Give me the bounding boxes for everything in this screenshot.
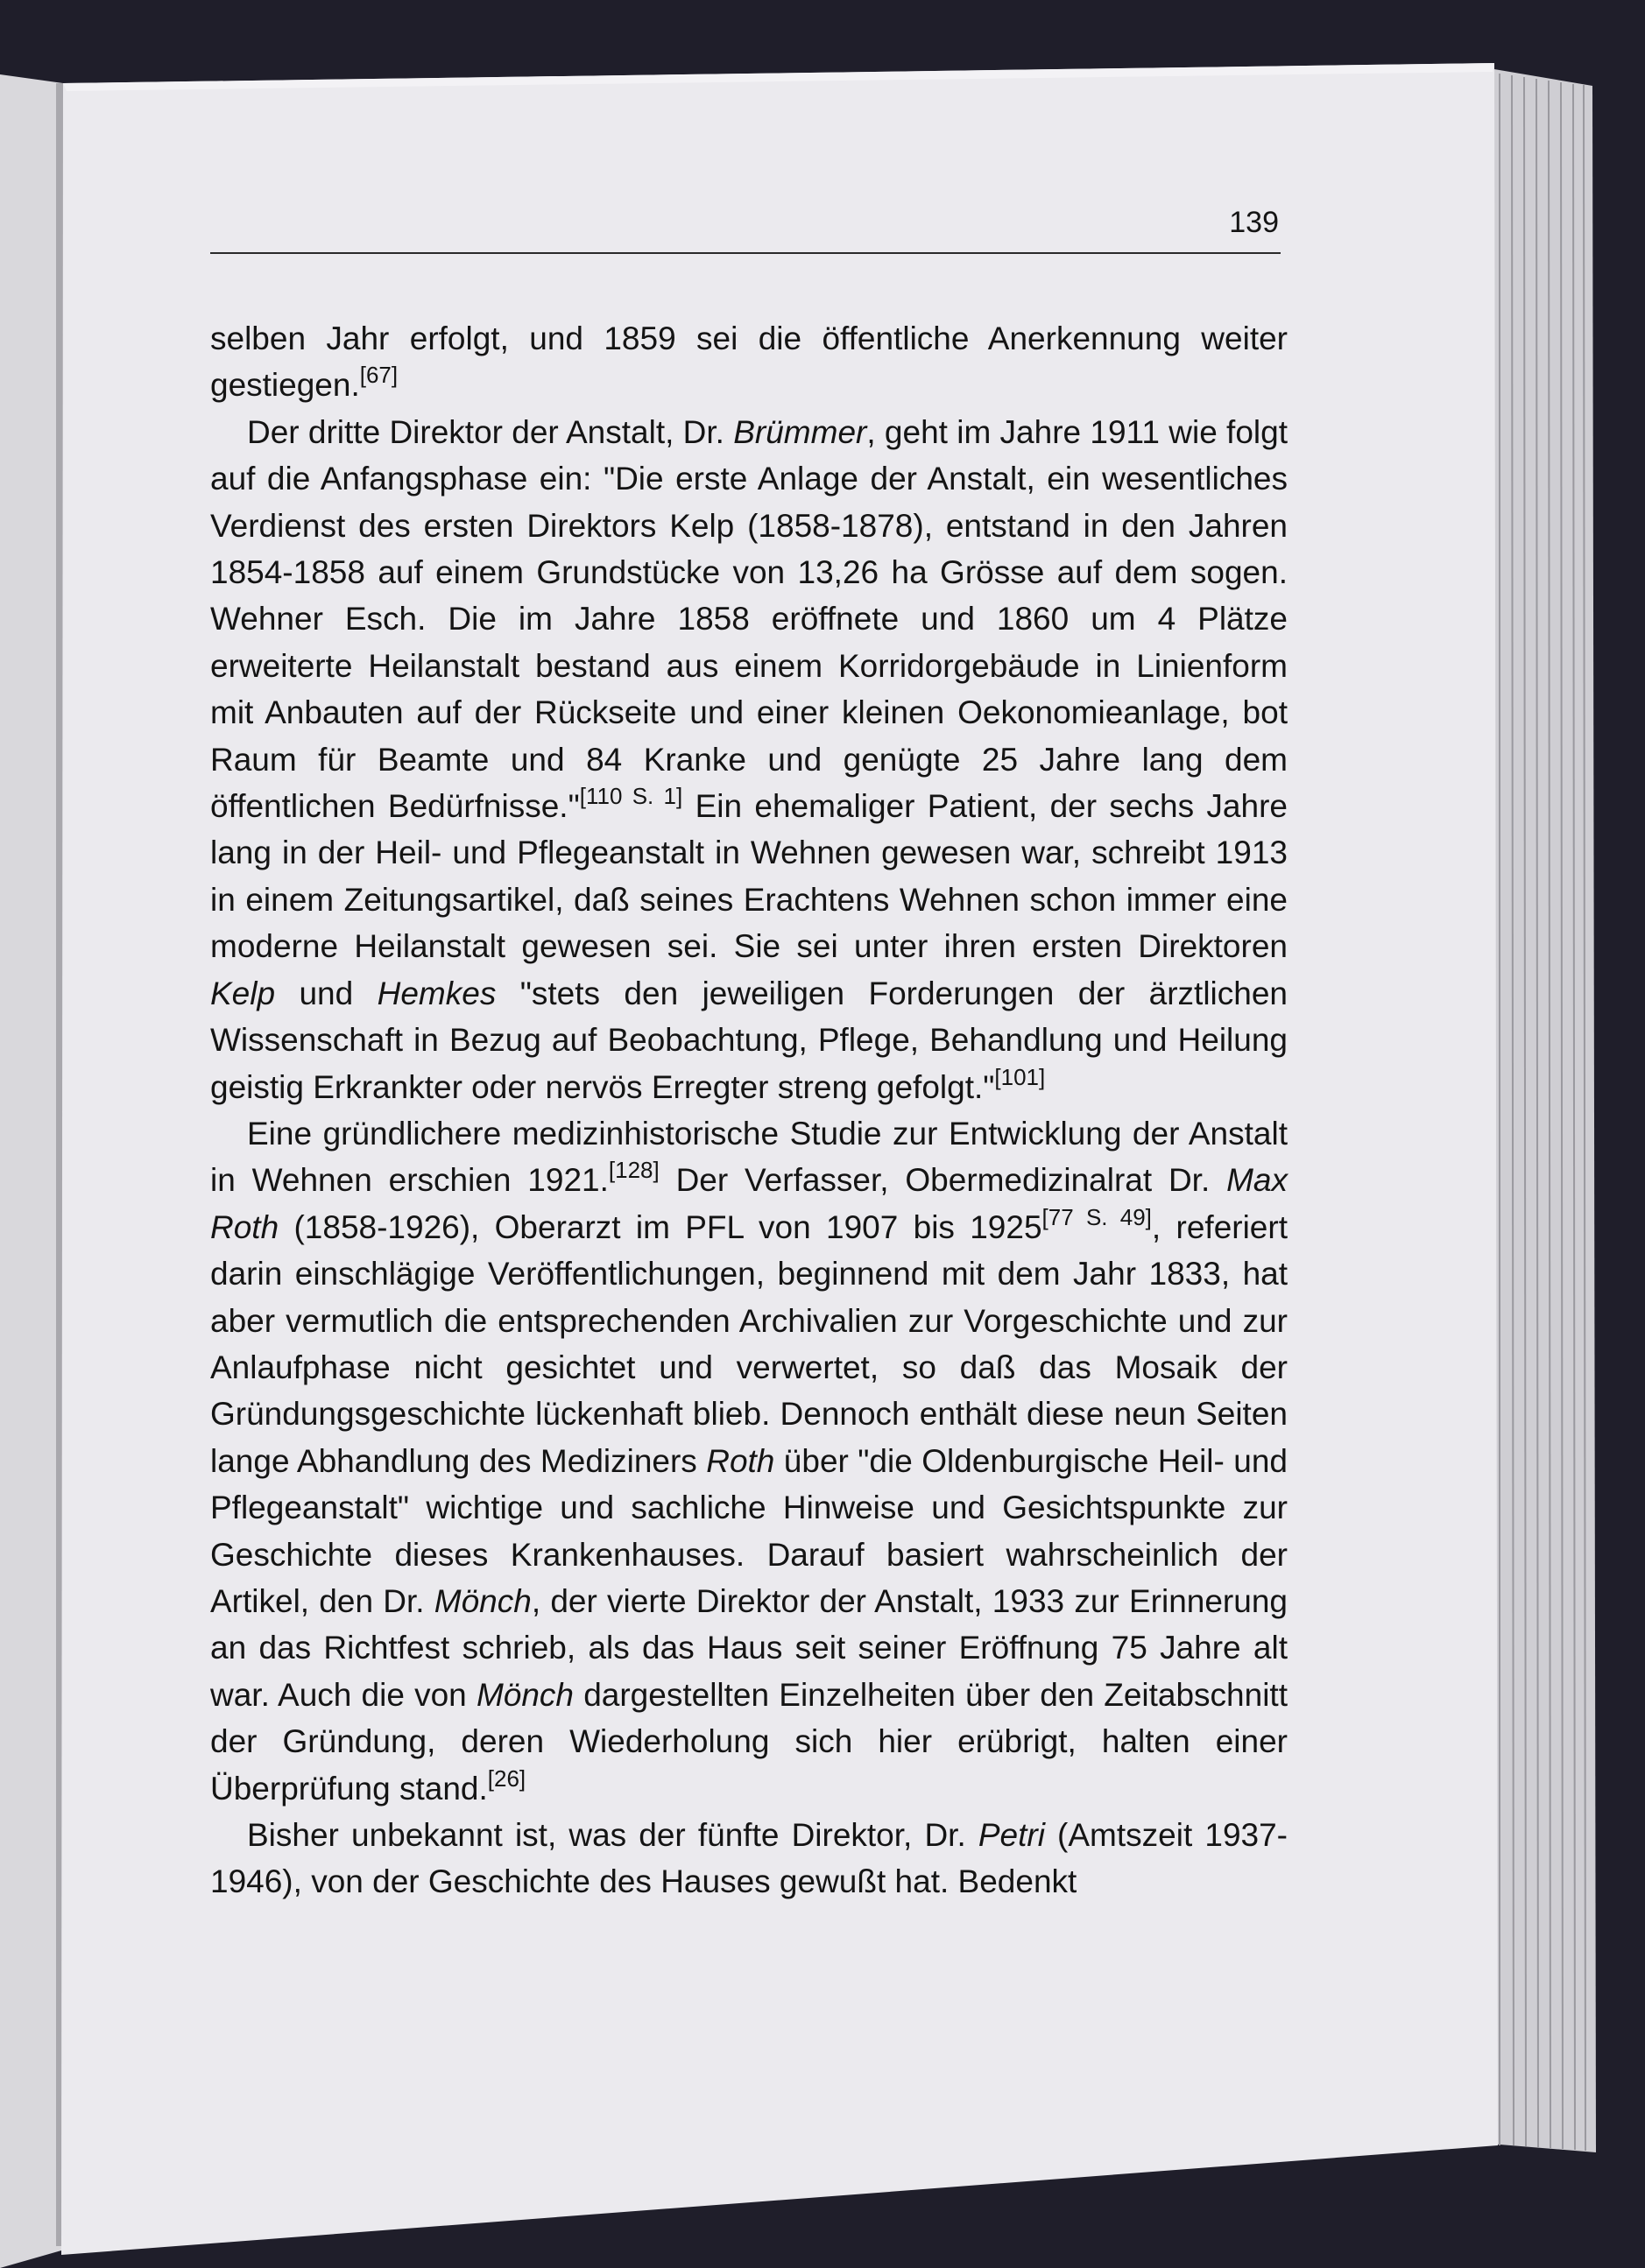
text-run: Der Verfasser, Obermedizinalrat Dr. <box>659 1162 1227 1199</box>
italic-name: Roth <box>706 1442 775 1479</box>
paragraph <box>210 1812 1288 1905</box>
text-run: (1858-1926), Oberarzt im PFL von 1907 bis 1925 <box>279 1208 1042 1245</box>
citation-reference: [128] <box>608 1157 660 1184</box>
text-run: Der dritte Direktor der Anstalt, Dr. <box>247 413 734 450</box>
text-run: (Amtszeit 1937-1946), von der Geschichte des Hauses gewußt hat. Bedenkt <box>210 1817 1288 1900</box>
page-number: 139 <box>1229 206 1279 239</box>
paragraph <box>210 1110 1288 1812</box>
page-body-text <box>210 315 1288 1905</box>
text-run: Eine gründlichere medizinhistorische Studie zur Entwicklung der Anstalt in Wehnen erschien 1921. <box>210 1115 1288 1199</box>
text-run: dargestellten Einzelheiten über den Zeitabschnitt der Gründung, deren Wiederholung sich hier erübrigt, halten einer Überprüfung stand. <box>210 1676 1288 1807</box>
italic-name: Petri <box>978 1817 1045 1853</box>
text-run: über "die Oldenburgische Heil- und Pflegeanstalt" wichtige und sachliche Hinweise und Gesichtspunkte zur Geschichte dieses Krankenhauses. Darauf basiert wahrscheinlich der Artikel, den Dr. <box>210 1442 1288 1619</box>
text-run: Ein ehemaliger Patient, der sechs Jahre lang in der Heil- und Pflegeanstalt in Wehnen gewesen war, schreibt 1913 in einem Zeitungsartikel, daß seines Erachtens Wehnen schon immer eine moderne Heilanstalt gewesen sei. Sie sei unter ihren ersten Direktoren <box>210 788 1288 965</box>
text-run: selben Jahr erfolgt, und 1859 sei die öffentliche Anerkennung weiter gestiegen. <box>210 320 1288 404</box>
italic-name: Mönch <box>434 1582 532 1619</box>
italic-name: Kelp <box>210 975 276 1011</box>
italic-name: Max Roth <box>210 1162 1288 1245</box>
text-run: , der vierte Direktor der Anstalt, 1933 zur Erinnerung an das Richtfest schrieb, als das Haus seit seiner Eröffnung 75 Jahre alt war. Auch die von <box>210 1582 1288 1713</box>
citation-reference: [26] <box>487 1764 526 1792</box>
citation-reference: [77 S. 49] <box>1041 1203 1152 1230</box>
citation-reference: [101] <box>994 1063 1046 1090</box>
header-rule <box>210 252 1281 254</box>
paragraph <box>210 315 1288 409</box>
italic-name: Hemkes <box>377 975 497 1011</box>
text-run: , referiert darin einschlägige Veröffentlichungen, beginnend mit dem Jahr 1833, hat aber vermutlich die entsprechenden Archivalien zur Vorgeschichte und zur Anlaufphase nicht gesichtet und verwertet, so daß das Mosaik der Gründungsgeschichte lückenhaft blieb. Dennoch enthält diese neun Seiten lange Abhandlung des Mediziners <box>210 1208 1288 1479</box>
paragraph <box>210 409 1288 1110</box>
text-run: , geht im Jahre 1911 wie folgt auf die Anfangsphase ein: "Die erste Anlage der Anstalt, ein wesentliches Verdienst des ersten Direktors Kelp (1858-1878), entstand in den Jahren 1854-1858 auf einem Grundstücke von 13,26 ha Grösse auf dem sogen. Wehner Esch. Die im Jahre 1858 eröffnete und 1860 um 4 Plätze erweiterte Heilanstalt bestand aus einem Korridorgebäude in Linienform mit Anbauten auf der Rückseite und einer kleinen Oekonomieanlage, bot Raum für Beamte und 84 Kranke und genügte 25 Jahre lang dem öffentlichen Bedürfnisse." <box>210 413 1288 825</box>
text-run: "stets den jeweiligen Forderungen der ärztlichen Wissenschaft in Bezug auf Beobachtung, Pflege, Behandlung und Heilung geistig Erkrankter oder nervös Erregter streng gefolgt." <box>210 975 1288 1105</box>
italic-name: Mönch <box>476 1676 575 1713</box>
page-edges <box>1489 68 1596 2152</box>
italic-name: Brümmer <box>733 413 867 450</box>
citation-reference: [67] <box>359 362 399 389</box>
text-run: Bisher unbekannt ist, was der fünfte Direktor, Dr. <box>247 1817 978 1853</box>
left-facing-page <box>0 74 63 2268</box>
citation-reference: [110 S. 1] <box>579 783 683 810</box>
text-run: und <box>275 975 378 1011</box>
